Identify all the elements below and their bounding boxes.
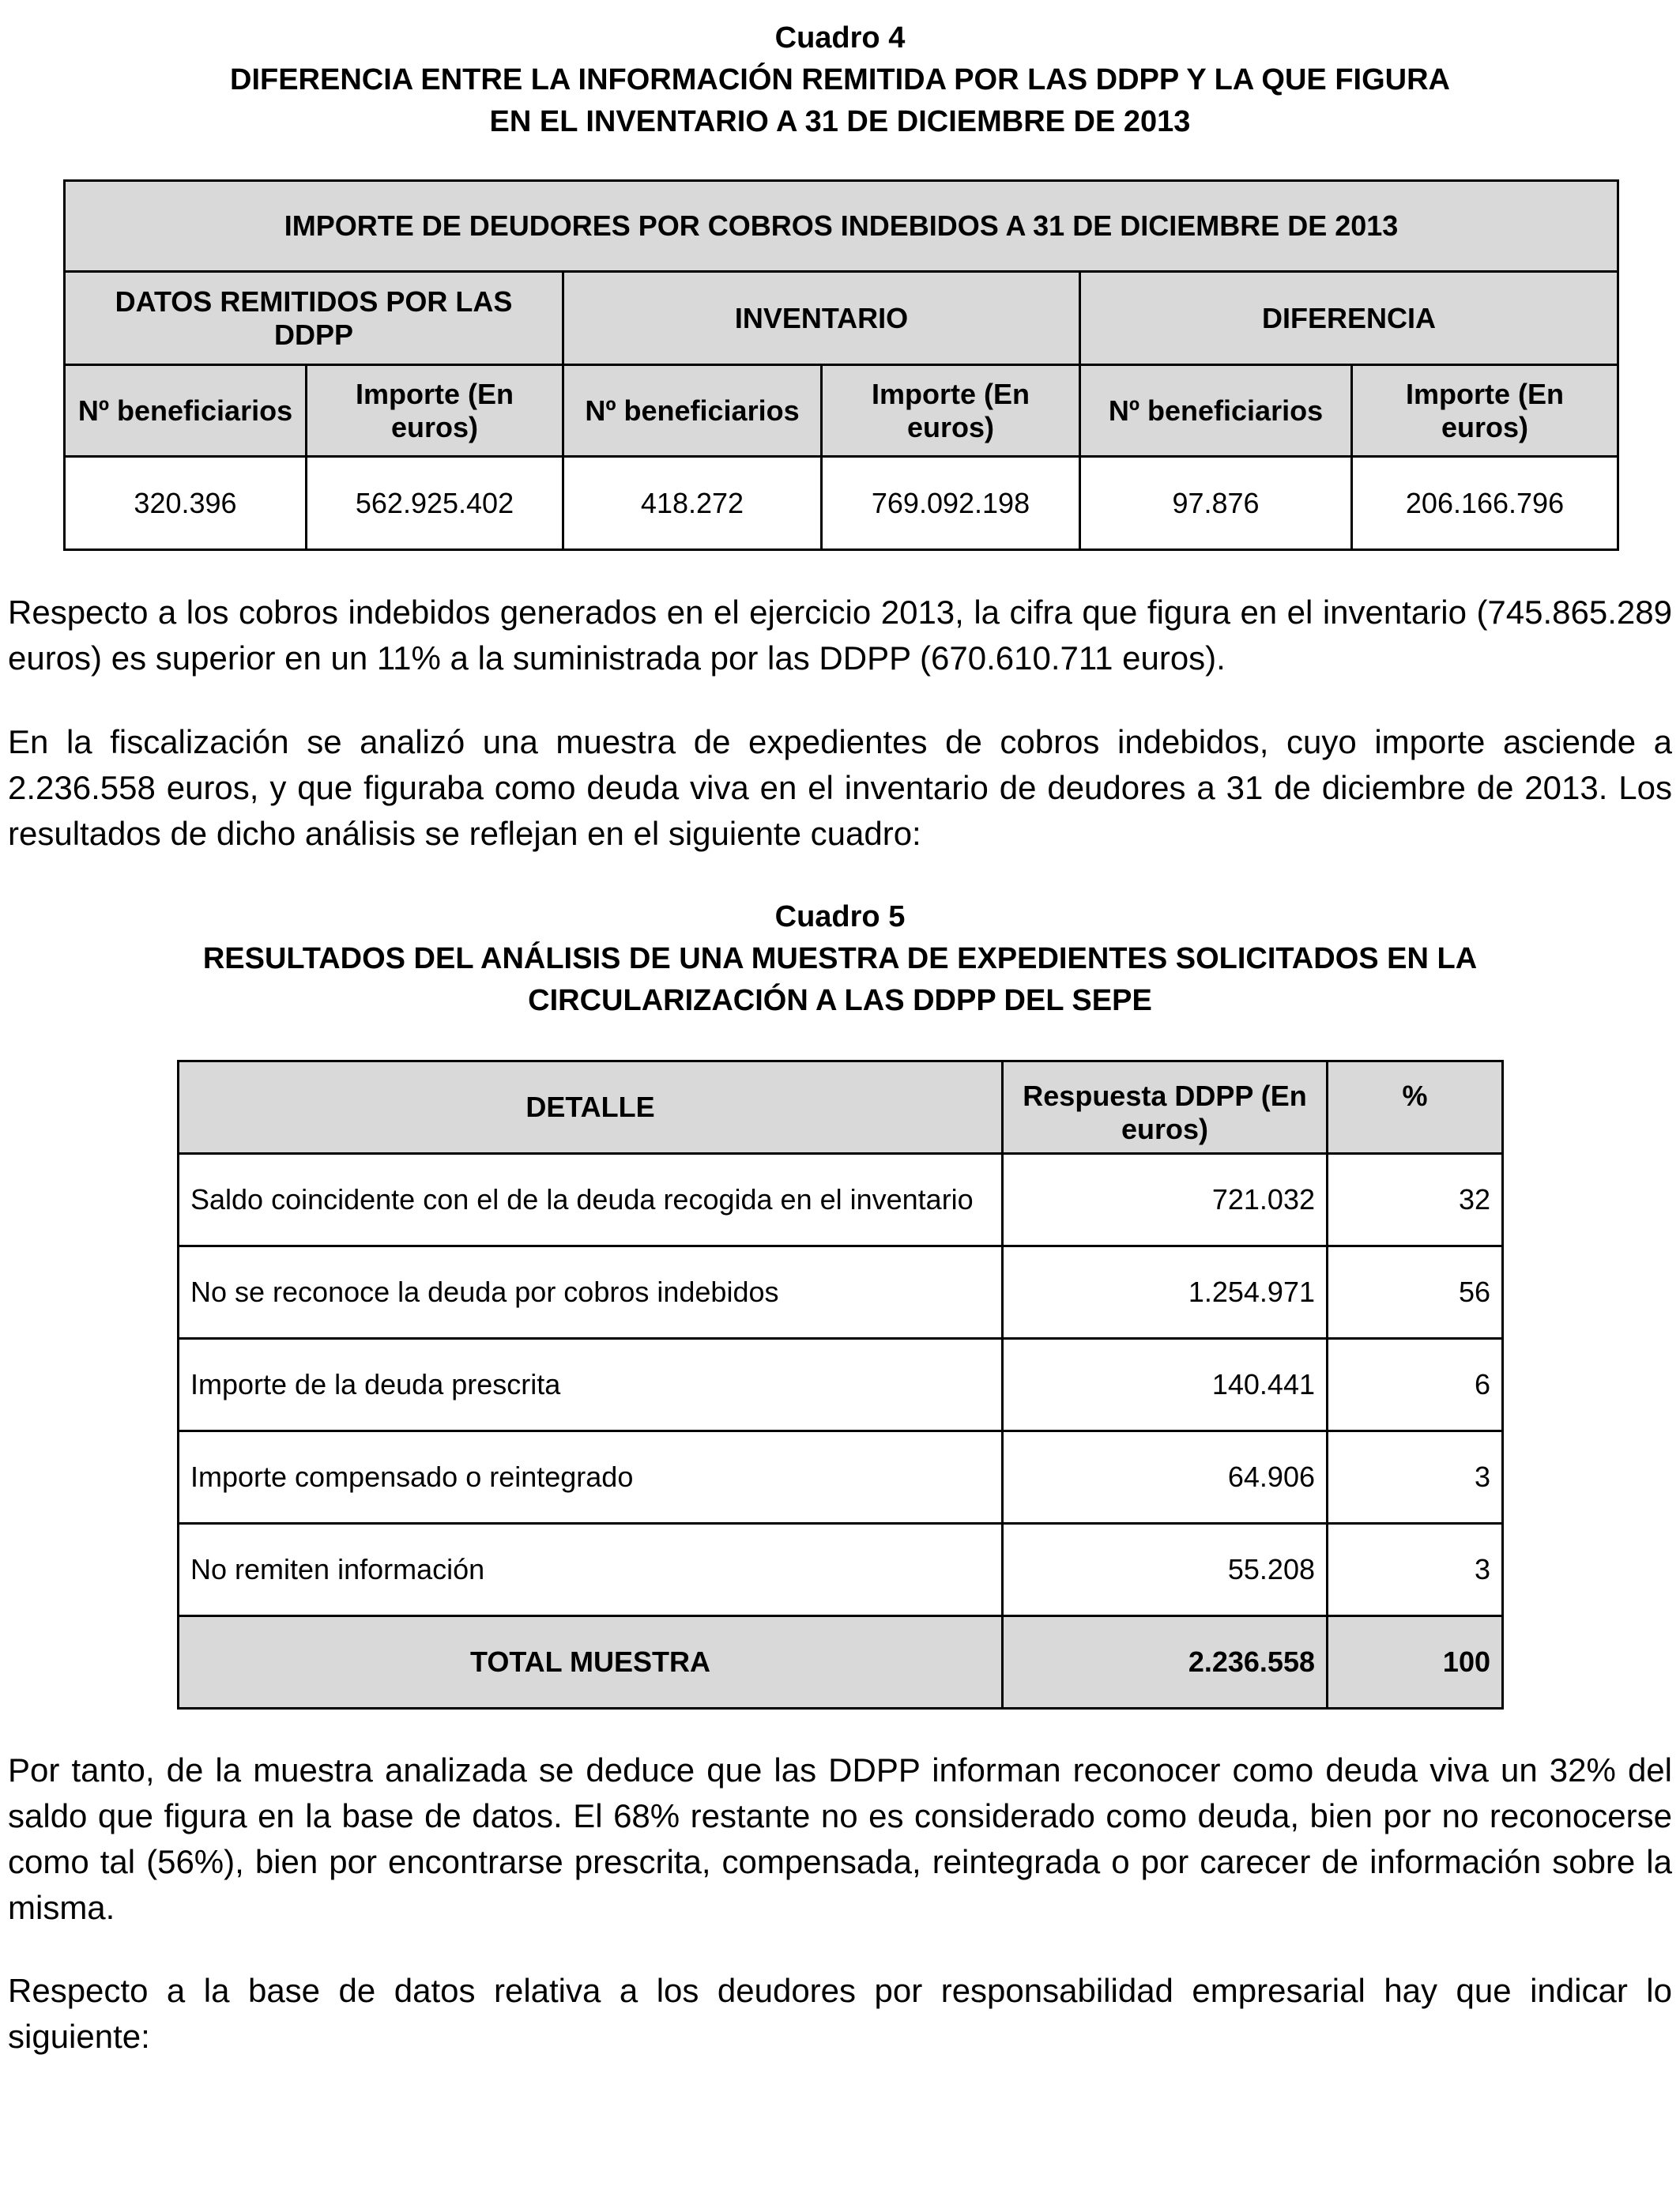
percent-cell: 32 [1328,1154,1503,1246]
cuadro4-value-cell: 97.876 [1080,457,1352,550]
cuadro4-header-main: IMPORTE DE DEUDORES POR COBROS INDEBIDOS A 31 DE DICIEMBRE DE 2013 [65,181,1618,272]
detalle-cell: No remiten información [179,1524,1003,1616]
total-importe: 2.236.558 [1003,1616,1328,1709]
cuadro4-value-cell: 769.092.198 [822,457,1080,550]
cuadro4-title-line2: EN EL INVENTARIO A 31 DE DICIEMBRE DE 2013 [489,105,1191,138]
detalle-cell: Importe compensado o reintegrado [179,1431,1003,1524]
cuadro4-value-cell: 206.166.796 [1352,457,1618,550]
percent-cell: 3 [1328,1524,1503,1616]
cuadro4-col-importe: Importe (En euros) [1352,365,1618,457]
table-row [179,1524,1503,1616]
total-row [179,1616,1503,1709]
percent-cell: 3 [1328,1431,1503,1524]
cuadro4-value-cell: 562.925.402 [307,457,563,550]
table-row [179,1154,1503,1246]
cuadro4-col-importe: Importe (En euros) [307,365,563,457]
total-percent: 100 [1328,1616,1503,1709]
table-row [179,1246,1503,1339]
cuadro5-header-respuesta: Respuesta DDPP (En euros) [1003,1061,1328,1154]
importe-cell: 721.032 [1003,1154,1328,1246]
cuadro5-title-line1: RESULTADOS DEL ANÁLISIS DE UNA MUESTRA DE EXPEDIENTES SOLICITADOS EN LA [202,942,1478,975]
detalle-cell: No se reconoce la deuda por cobros indebidos [179,1246,1003,1339]
cuadro4-caption [0,17,1680,143]
cuadro4-col-importe: Importe (En euros) [822,365,1080,457]
cuadro4-col-beneficiarios: Nº beneficiarios [563,365,822,457]
importe-cell: 1.254.971 [1003,1246,1328,1339]
cuadro5-title-line2: CIRCULARIZACIÓN A LAS DDPP DEL SEPE [528,984,1152,1017]
percent-cell: 56 [1328,1246,1503,1339]
detalle-cell: Importe de la deuda prescrita [179,1339,1003,1431]
cuadro4-group-inventario: INVENTARIO [563,272,1080,365]
cuadro4-title-line1: DIFERENCIA ENTRE LA INFORMACIÓN REMITIDA POR LAS DDPP Y LA QUE FIGURA [230,63,1450,96]
cuadro4-value-cell: 418.272 [563,457,822,550]
cuadro4-table [63,179,1619,551]
cuadro5-table [177,1060,1504,1710]
paragraph-3: Por tanto, de la muestra analizada se deduce que las DDPP informan reconocer como deuda viva un 32% del saldo que figura en la base de datos. El 68% restante no es considerado como deuda, bien por no reconocerse como tal (56%), bien por encontrarse prescrita, compensada, reintegrada o por carecer de información sobre la misma. [8,1751,1672,1926]
cuadro5-caption [0,896,1680,1022]
importe-cell: 140.441 [1003,1339,1328,1431]
importe-cell: 64.906 [1003,1431,1328,1524]
cuadro5-header-detalle: DETALLE [179,1061,1003,1154]
importe-cell: 55.208 [1003,1524,1328,1616]
cuadro4-value-cell: 320.396 [65,457,307,550]
cuadro4-group-datos-remitidos: DATOS REMITIDOS POR LAS DDPP [65,272,563,365]
cuadro5-header-percent: % [1328,1061,1503,1154]
paragraph-4: Respecto a la base de datos relativa a los deudores por responsabilidad empresarial hay que indicar lo siguiente: [8,1972,1672,2055]
detalle-cell: Saldo coincidente con el de la deuda recogida en el inventario [179,1154,1003,1246]
cuadro5-label: Cuadro 5 [774,900,906,933]
table-row [179,1339,1503,1431]
table-row [179,1431,1503,1524]
cuadro4-group-diferencia: DIFERENCIA [1080,272,1618,365]
percent-cell: 6 [1328,1339,1503,1431]
cuadro4-label: Cuadro 4 [774,21,906,55]
paragraph-2: En la fiscalización se analizó una muestra de expedientes de cobros indebidos, cuyo importe asciende a 2.236.558 euros, y que figuraba como deuda viva en el inventario de deudores a 31 de diciembre de 2013. Los resultados de dicho análisis se reflejan en el siguiente cuadro: [8,723,1672,852]
cuadro4-col-beneficiarios: Nº beneficiarios [65,365,307,457]
cuadro4-col-beneficiarios: Nº beneficiarios [1080,365,1352,457]
paragraph-1: Respecto a los cobros indebidos generados en el ejercicio 2013, la cifra que figura en el inventario (745.865.289 euros) es superior en un 11% a la suministrada por las DDPP (670.610.711 euros). [8,594,1672,677]
total-label: TOTAL MUESTRA [179,1616,1003,1709]
